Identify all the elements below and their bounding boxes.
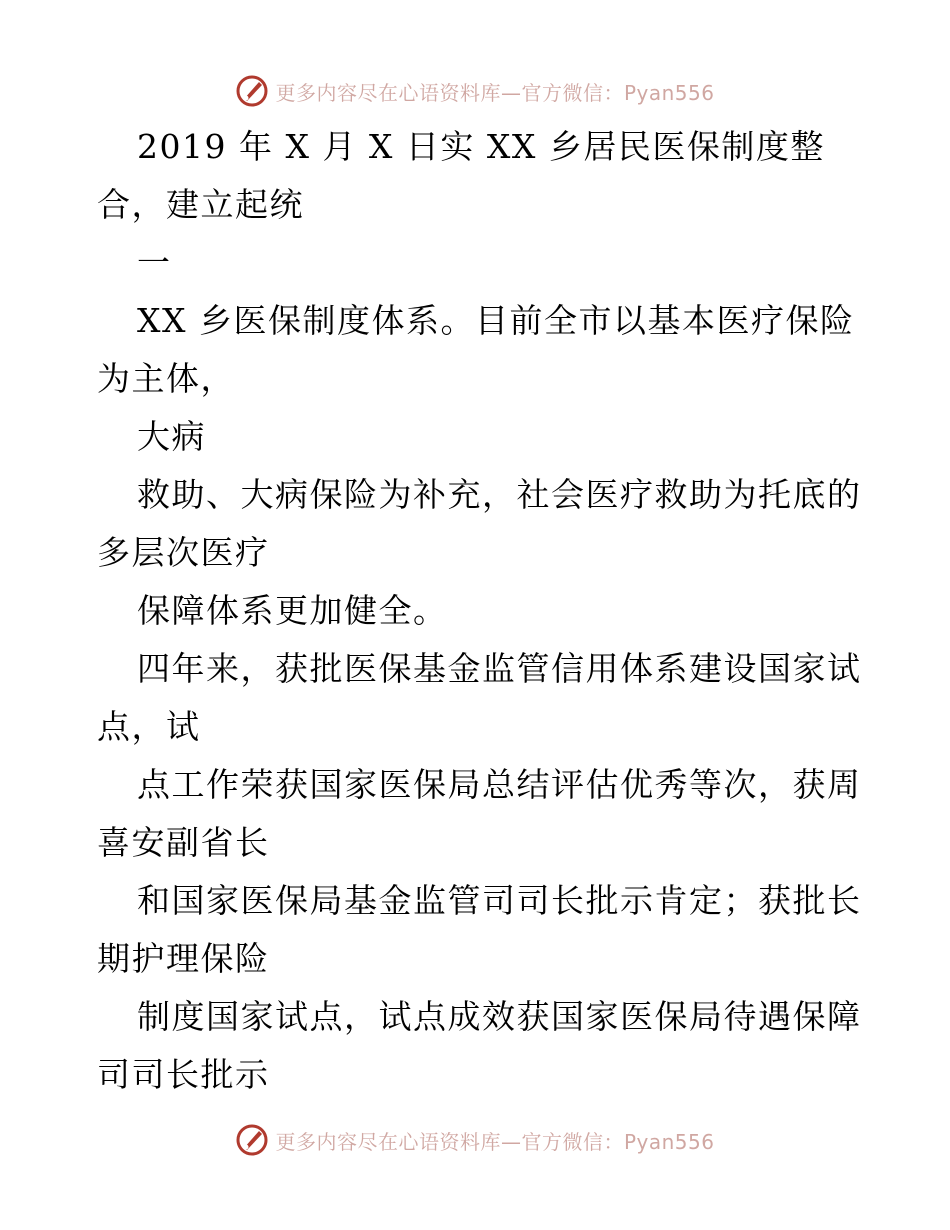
paragraph: [97, 640, 862, 756]
paragraph: [97, 234, 857, 292]
paragraph-continuation: 合，建立起统: [97, 185, 304, 224]
paragraph-continuation: 多层次医疗: [97, 533, 270, 572]
paragraph: [97, 118, 857, 234]
paragraph-first-line: XX 乡医保制度体系。目前全市以基本医疗保险: [137, 301, 855, 340]
paragraph: [97, 582, 857, 640]
paragraph-first-line: 保障体系更加健全。: [137, 591, 448, 630]
paragraph: [97, 756, 862, 872]
footer-watermark: [0, 1120, 950, 1160]
paragraph: [97, 988, 862, 1104]
paragraph-first-line: 大病: [137, 417, 206, 456]
paragraph-continuation: 司司长批示: [97, 1055, 270, 1094]
watermark-text: 更多内容尽在心语资料库—官方微信：Pyan556: [275, 1129, 715, 1154]
paragraph-first-line: 一: [137, 243, 172, 282]
paragraph-first-line: 四年来，获批医保基金监管信用体系建设国家试: [137, 649, 862, 688]
watermark-group: [235, 74, 714, 108]
paragraph-first-line: 点工作荣获国家医保局总结评估优秀等次，获周: [137, 765, 862, 804]
header-watermark: [0, 71, 950, 111]
paragraph-continuation: 喜安副省长: [97, 823, 270, 862]
paragraph: [97, 466, 862, 582]
quill-pen-logo-icon: [235, 1123, 269, 1157]
paragraph-first-line: 救助、大病保险为补充，社会医疗救助为托底的: [137, 475, 862, 514]
paragraph-first-line: 2019 年 X 月 X 日实 XX 乡居民医保制度整: [137, 127, 825, 166]
paragraph-continuation: 为主体，: [97, 359, 235, 398]
paragraph: [97, 408, 857, 466]
paragraph: [97, 292, 857, 408]
paragraph-continuation: 点，试: [97, 707, 201, 746]
quill-pen-logo-icon: [235, 74, 269, 108]
watermark-text: 更多内容尽在心语资料库—官方微信：Pyan556: [275, 80, 715, 105]
paragraph-first-line: 和国家医保局基金监管司司长批示肯定；获批长: [137, 881, 862, 920]
paragraph: [97, 872, 862, 988]
document-body: [97, 118, 862, 1104]
watermark-group: [235, 1123, 714, 1157]
paragraph-first-line: 制度国家试点，试点成效获国家医保局待遇保障: [137, 997, 862, 1036]
paragraph-continuation: 期护理保险: [97, 939, 270, 978]
